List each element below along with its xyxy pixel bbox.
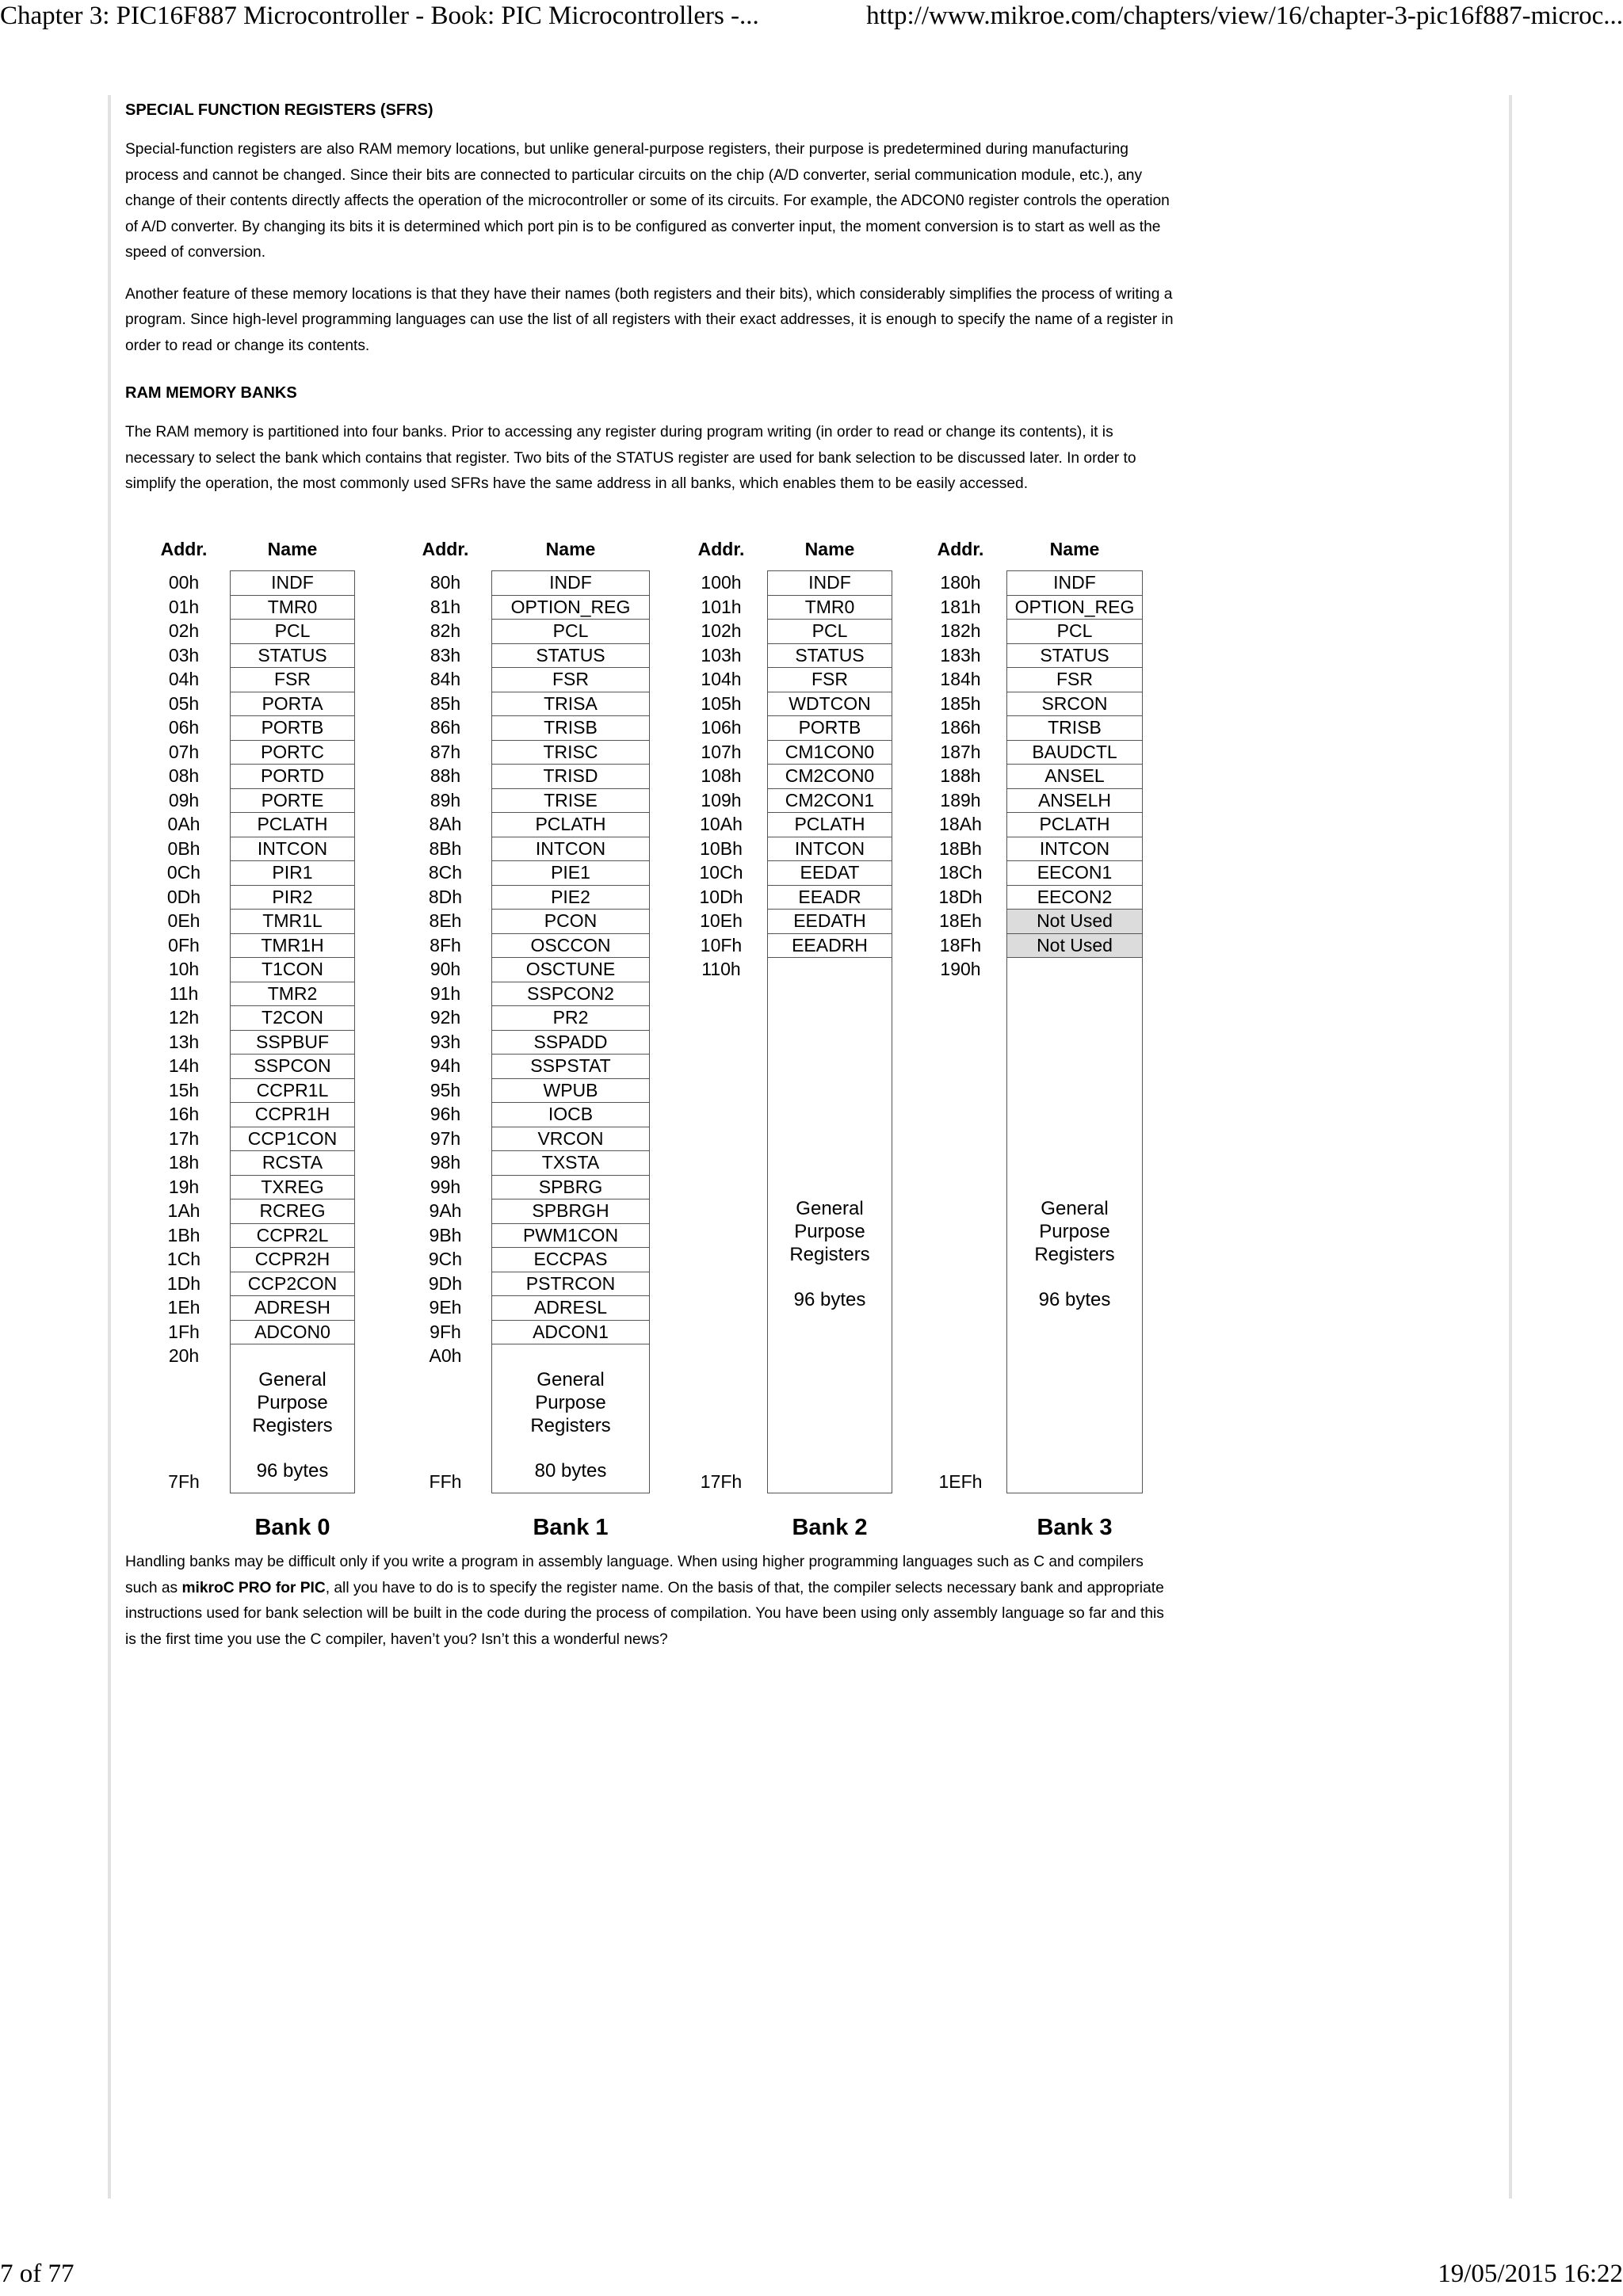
register-name: OSCTUNE <box>492 958 649 982</box>
register-name: PCL <box>231 620 354 644</box>
gpr-label-line: Registers <box>252 1415 333 1436</box>
register-address: 100h <box>701 572 742 593</box>
register-name: PWM1CON <box>492 1224 649 1249</box>
register-name: CCPR1L <box>231 1079 354 1104</box>
register-address: 182h <box>940 620 981 641</box>
register-address: 99h <box>430 1176 461 1197</box>
register-address: 106h <box>701 717 742 738</box>
register-name: PCON <box>492 910 649 934</box>
name-column-header: Name <box>1049 539 1100 559</box>
register-name: STATUS <box>492 644 649 669</box>
register-name: PORTA <box>231 692 354 717</box>
register-name: TXREG <box>231 1176 354 1200</box>
register-name: INDF <box>231 571 354 596</box>
register-name: SSPCON2 <box>492 982 649 1007</box>
page-footer-datetime: 19/05/2015 16:22 <box>1438 2260 1623 2288</box>
last-address: 7Fh <box>168 1471 200 1492</box>
register-address: 188h <box>940 765 981 786</box>
register-address: 98h <box>430 1152 461 1173</box>
register-address: 105h <box>701 692 742 714</box>
register-address: 18Dh <box>938 886 983 907</box>
register-address: 0Dh <box>166 886 201 907</box>
register-name: STATUS <box>231 644 354 669</box>
register-name-box <box>767 570 892 1493</box>
register-address: 81h <box>430 596 461 617</box>
register-name: INTCON <box>492 837 649 862</box>
register-address: 00h <box>168 572 200 593</box>
register-name: PIE2 <box>492 886 649 910</box>
article-content <box>125 101 1179 513</box>
register-name: EEDAT <box>768 861 892 886</box>
gpr-label-line: Purpose <box>1039 1221 1110 1243</box>
register-name: PCL <box>492 620 649 644</box>
register-address: 10Bh <box>700 837 743 859</box>
register-address: 84h <box>430 669 461 689</box>
register-address: 186h <box>940 717 981 738</box>
register-name: STATUS <box>768 644 892 669</box>
register-name: PR2 <box>492 1006 649 1031</box>
register-name: EEADRH <box>768 934 892 959</box>
register-name: PORTD <box>231 765 354 789</box>
register-address: 101h <box>701 596 742 617</box>
register-name: CCPR1H <box>231 1103 354 1127</box>
register-name: OSCCON <box>492 934 649 959</box>
register-name: CCP2CON <box>231 1272 354 1297</box>
register-address: 1Ch <box>166 1249 201 1269</box>
register-address: 10Fh <box>700 934 743 955</box>
register-name: TRISB <box>492 716 649 741</box>
register-name: PCLATH <box>231 813 354 837</box>
gpr-size: 96 bytes <box>1038 1289 1111 1311</box>
name-column-header: Name <box>804 539 855 559</box>
register-name: TRISB <box>1007 716 1142 741</box>
register-address: 108h <box>701 765 742 786</box>
bank-label: Bank 1 <box>533 1515 609 1540</box>
register-name: PIR1 <box>231 861 354 886</box>
addr-column-header: Addr. <box>422 539 469 559</box>
register-address: 189h <box>940 789 981 810</box>
register-address: 02h <box>168 620 200 641</box>
register-address: 0Fh <box>168 934 200 955</box>
register-address: 102h <box>701 620 742 641</box>
register-name: PORTB <box>768 716 892 741</box>
gpr-label-line: General <box>258 1369 327 1390</box>
register-address: 09h <box>168 789 200 810</box>
register-name: RCREG <box>231 1199 354 1224</box>
register-name: FSR <box>492 668 649 692</box>
register-name: TMR0 <box>231 596 354 620</box>
gpr-size: 96 bytes <box>793 1289 866 1311</box>
register-address: 15h <box>168 1079 200 1100</box>
register-name: STATUS <box>1007 644 1142 669</box>
last-address: 1EFh <box>938 1471 983 1492</box>
register-name: TXSTA <box>492 1151 649 1176</box>
register-address: 190h <box>940 959 981 979</box>
register-address: 9Ah <box>429 1200 462 1221</box>
register-name: OPTION_REG <box>1007 596 1142 620</box>
general-purpose-registers-block <box>768 1197 892 1311</box>
register-name: EECON1 <box>1007 861 1142 886</box>
register-address: 86h <box>430 717 461 738</box>
register-name: PORTC <box>231 741 354 765</box>
register-name: EECON2 <box>1007 886 1142 910</box>
article-bottom <box>125 1550 1179 1669</box>
register-name: OPTION_REG <box>492 596 649 620</box>
register-name: ANSELH <box>1007 789 1142 814</box>
register-address: 18Fh <box>939 934 982 955</box>
register-address: 95h <box>430 1079 461 1100</box>
register-address: 1Bh <box>167 1224 200 1245</box>
register-name: BAUDCTL <box>1007 741 1142 765</box>
gpr-label-line: Registers <box>1034 1244 1115 1266</box>
register-address: 06h <box>168 717 200 738</box>
register-name: TRISC <box>492 741 649 765</box>
register-name: INTCON <box>231 837 354 862</box>
register-address: 8Ch <box>428 862 463 883</box>
register-name: T1CON <box>231 958 354 982</box>
register-name: PCLATH <box>1007 813 1142 837</box>
register-address: 8Fh <box>430 934 461 955</box>
register-map-figure <box>151 539 1157 1561</box>
register-name: ADCON0 <box>231 1321 354 1345</box>
sfr-paragraph-2: Another feature of these memory locations is that they have their names (both registers and their bits), which considerably simplifies the process of writing a program. Since high-level programming languages can use the list of all registers with their exact addresses, it is enough to specify the name of a register in order to read or change its contents. <box>125 285 1174 354</box>
register-address: 9Dh <box>428 1272 463 1294</box>
register-name: INTCON <box>1007 837 1142 862</box>
register-address: 18Bh <box>939 837 982 859</box>
register-name: SSPCON <box>231 1055 354 1079</box>
content-frame-left <box>108 95 111 2199</box>
register-name: T2CON <box>231 1006 354 1031</box>
register-address: 17h <box>168 1127 200 1149</box>
register-address: 0Eh <box>167 910 200 931</box>
register-name: CM2CON0 <box>768 765 892 789</box>
page-footer-page-number: 7 of 77 <box>0 2260 74 2288</box>
bottom-paragraph <box>125 1550 1179 1653</box>
bottom-paragraph-text-1: Handling banks may be difficult only if you write a program in assembly language. When using higher programming languages such as C and compilers such as <box>125 1554 1144 1596</box>
register-address: 07h <box>168 741 200 762</box>
register-name: INTCON <box>768 837 892 862</box>
register-address: 03h <box>168 644 200 666</box>
register-address: 1Dh <box>166 1272 201 1294</box>
register-address: 0Ah <box>167 814 200 834</box>
register-name: ADRESH <box>231 1296 354 1321</box>
bank-label: Bank 3 <box>1037 1515 1113 1540</box>
gpr-label-line: Purpose <box>535 1392 606 1413</box>
register-address: 1Fh <box>168 1321 200 1342</box>
register-name: SSPBUF <box>231 1031 354 1055</box>
register-name: TMR2 <box>231 982 354 1007</box>
register-address: 1Eh <box>167 1297 200 1318</box>
register-address: 19h <box>168 1176 200 1197</box>
general-purpose-registers-block <box>492 1368 649 1482</box>
register-address: 8Ah <box>429 814 462 834</box>
register-name: PIR2 <box>231 886 354 910</box>
register-name: PIE1 <box>492 861 649 886</box>
register-name: TRISA <box>492 692 649 717</box>
register-address: 01h <box>168 596 200 617</box>
register-name: TRISE <box>492 789 649 814</box>
register-address: 90h <box>430 959 461 979</box>
gpr-size: 80 bytes <box>534 1460 607 1482</box>
register-address: 94h <box>430 1055 461 1076</box>
register-address: 88h <box>430 765 461 786</box>
sfr-paragraph-1: Special-function registers are also RAM memory locations, but unlike general-purpose registers, their purpose is predetermined during manufacturing process and cannot be changed. Since their bits are connected to particular circuits on the chip (A/D converter, serial communication module, etc.), any change of their contents directly affects the operation of the microcontroller or some of its circuits. For example, the ADCON0 register controls the operation of A/D converter. By changing its bits it is determined which port pin is to be configured as converter input, the moment conversion is to start as well as the speed of conversion. <box>125 141 1170 261</box>
register-address: 14h <box>168 1055 200 1076</box>
register-address: 10Ah <box>700 814 743 834</box>
register-name: TRISD <box>492 765 649 789</box>
ram-banks-heading: RAM MEMORY BANKS <box>125 384 297 402</box>
register-address: 89h <box>430 789 461 810</box>
register-name: ANSEL <box>1007 765 1142 789</box>
register-address: 04h <box>168 669 200 689</box>
register-address: 8Dh <box>428 886 463 907</box>
register-name: CCPR2L <box>231 1224 354 1249</box>
register-address: 183h <box>940 644 981 666</box>
register-address: 80h <box>430 572 461 593</box>
register-address: 91h <box>430 982 461 1004</box>
addr-column-header: Addr. <box>937 539 984 559</box>
register-name: PORTE <box>231 789 354 814</box>
register-name: SRCON <box>1007 692 1142 717</box>
addr-column-header: Addr. <box>160 539 208 559</box>
register-address: 103h <box>701 644 742 666</box>
general-purpose-registers-block <box>1007 1197 1142 1311</box>
register-address: 110h <box>701 959 741 979</box>
content-frame-right <box>1509 95 1512 2199</box>
register-name: SSPADD <box>492 1031 649 1055</box>
last-address: 17Fh <box>700 1471 743 1492</box>
register-address: 9Bh <box>429 1224 462 1245</box>
name-column-header: Name <box>545 539 596 559</box>
register-address: 8Bh <box>429 837 462 859</box>
register-address: 93h <box>430 1031 461 1052</box>
register-name-box <box>491 570 650 1493</box>
gpr-label-line: General <box>537 1369 605 1390</box>
name-column-header: Name <box>267 539 318 559</box>
register-name: ECCPAS <box>492 1248 649 1272</box>
register-address: 107h <box>701 741 742 762</box>
not-used-cell: Not Used <box>1007 910 1142 934</box>
register-address: 96h <box>430 1104 461 1124</box>
register-name: VRCON <box>492 1127 649 1152</box>
gpr-label-line: Purpose <box>257 1392 328 1413</box>
page-header-title: Chapter 3: PIC16F887 Microcontroller - Book: PIC Microcontrollers -... <box>0 2 759 30</box>
register-name: ADRESL <box>492 1296 649 1321</box>
bank-label: Bank 2 <box>792 1515 868 1540</box>
register-name: TMR1L <box>231 910 354 934</box>
register-address: 18h <box>168 1152 200 1173</box>
register-address: 9Fh <box>430 1321 461 1342</box>
register-name: FSR <box>231 668 354 692</box>
register-name: EEDATH <box>768 910 892 934</box>
addr-column-header: Addr. <box>697 539 745 559</box>
register-address: 82h <box>430 620 461 641</box>
register-address: 08h <box>168 765 200 786</box>
register-address: 10h <box>168 959 200 979</box>
gpr-label-line: Registers <box>789 1244 870 1266</box>
gpr-label-line: General <box>1041 1198 1109 1220</box>
compiler-name: mikroC PRO for PIC <box>181 1579 326 1596</box>
register-name: SSPSTAT <box>492 1055 649 1079</box>
register-name: IOCB <box>492 1103 649 1127</box>
register-name: PSTRCON <box>492 1272 649 1297</box>
register-name: ADCON1 <box>492 1321 649 1345</box>
register-address: 180h <box>940 572 981 593</box>
register-address: 1Ah <box>167 1200 200 1221</box>
register-name: PORTB <box>231 716 354 741</box>
register-address: 109h <box>701 789 742 810</box>
register-name: WPUB <box>492 1079 649 1104</box>
page-header-url[interactable]: http://www.mikroe.com/chapters/view/16/chapter-3-pic16f887-microc... <box>866 2 1623 30</box>
register-name: CM2CON1 <box>768 789 892 814</box>
register-address: 0Bh <box>167 837 200 859</box>
register-address: 185h <box>940 692 981 714</box>
register-name: CM1CON0 <box>768 741 892 765</box>
register-name: WDTCON <box>768 692 892 717</box>
ram-banks-paragraph: The RAM memory is partitioned into four banks. Prior to accessing any register during program writing (in order to read or change its contents), it is necessary to select the bank which contains that register. Two bits of the STATUS register are used for bank selection to be discussed later. In order to simplify the operation, the most commonly used SFRs have the same address in all banks, which enables them to be easily accessed. <box>125 424 1136 492</box>
last-address: FFh <box>429 1471 462 1492</box>
register-address: 9Ch <box>428 1249 463 1269</box>
register-name: PCL <box>768 620 892 644</box>
register-name: SPBRGH <box>492 1199 649 1224</box>
register-address: 05h <box>168 692 200 714</box>
gpr-label-line: Purpose <box>794 1221 865 1243</box>
register-name: PCLATH <box>492 813 649 837</box>
not-used-cell: Not Used <box>1007 934 1142 959</box>
register-address: 18Eh <box>939 910 982 931</box>
gpr-size: 96 bytes <box>256 1460 329 1482</box>
register-address: 187h <box>940 741 981 762</box>
register-address: 85h <box>430 692 461 714</box>
register-name: FSR <box>1007 668 1142 692</box>
bottom-paragraph-text-2: , all you have to do is to specify the register name. On the basis of that, the compiler selects necessary bank and appropriate instructions used for bank selection will be built in the code during the process of compilation. You have been using only assembly language so far and this is the first time you use the C compiler, haven’t you? Isn’t this a wonderful news? <box>125 1579 1164 1648</box>
register-address: 181h <box>940 596 981 617</box>
register-name: EEADR <box>768 886 892 910</box>
register-address: 9Eh <box>429 1297 462 1318</box>
register-address: 184h <box>940 669 981 689</box>
register-name: INDF <box>768 571 892 596</box>
register-address: 97h <box>430 1127 461 1149</box>
register-address: 92h <box>430 1007 461 1028</box>
register-name: SPBRG <box>492 1176 649 1200</box>
register-address: 16h <box>168 1104 200 1124</box>
register-name: PCLATH <box>768 813 892 837</box>
register-address: 18Ah <box>939 814 982 834</box>
bank-label: Bank 0 <box>254 1515 330 1540</box>
register-name: FSR <box>768 668 892 692</box>
gpr-label-line: General <box>796 1198 864 1220</box>
register-address: 12h <box>168 1007 200 1028</box>
gpr-label-line: Registers <box>530 1415 611 1436</box>
register-name: TMR0 <box>768 596 892 620</box>
register-address: 87h <box>430 741 461 762</box>
register-name: INDF <box>492 571 649 596</box>
register-name: INDF <box>1007 571 1142 596</box>
register-name: CCP1CON <box>231 1127 354 1152</box>
general-purpose-registers-block <box>231 1368 354 1482</box>
register-name: RCSTA <box>231 1151 354 1176</box>
register-address: 10Eh <box>700 910 743 931</box>
register-address: 0Ch <box>166 862 201 883</box>
register-address: 18Ch <box>938 862 983 883</box>
register-address: 83h <box>430 644 461 666</box>
register-name: PCL <box>1007 620 1142 644</box>
sfr-heading: SPECIAL FUNCTION REGISTERS (SFRS) <box>125 101 433 119</box>
register-address: 11h <box>169 982 199 1004</box>
register-address: 13h <box>168 1031 200 1052</box>
register-address: 10Ch <box>699 862 743 883</box>
register-name: TMR1H <box>231 934 354 959</box>
register-name-box <box>1006 570 1143 1493</box>
register-address: A0h <box>429 1345 462 1366</box>
register-address: 104h <box>701 669 742 689</box>
register-name-box <box>230 570 355 1493</box>
register-address: 8Eh <box>429 910 462 931</box>
register-name: CCPR2H <box>231 1248 354 1272</box>
register-address: 10Dh <box>699 886 743 907</box>
register-address: 20h <box>168 1345 200 1366</box>
